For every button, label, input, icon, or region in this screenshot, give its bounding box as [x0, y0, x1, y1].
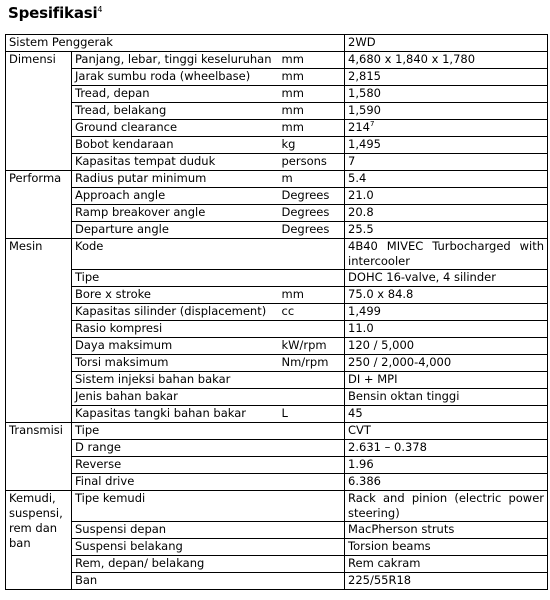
spec-label: Torsi maksimum — [72, 355, 279, 372]
spec-value: 2,815 — [345, 69, 548, 86]
spec-label: Suspensi belakang — [72, 539, 279, 556]
spec-value: 20.8 — [345, 205, 548, 222]
spec-unit: Degrees — [279, 188, 345, 205]
spec-unit: mm — [279, 69, 345, 86]
spec-row — [6, 239, 548, 270]
spec-unit — [279, 474, 345, 491]
spec-row — [6, 440, 548, 457]
spec-value-text: 214 — [348, 120, 370, 134]
spec-unit — [279, 440, 345, 457]
spec-unit — [279, 389, 345, 406]
spec-value: 4B40 MIVEC Turbocharged with intercooler — [345, 239, 548, 270]
spec-unit: mm — [279, 52, 345, 69]
spec-row — [6, 389, 548, 406]
spec-label: Ground clearance — [72, 120, 279, 137]
spec-value: 2.631 – 0.378 — [345, 440, 548, 457]
page-title — [8, 4, 102, 22]
spec-label: Rasio kompresi — [72, 321, 279, 338]
spec-label: Ban — [72, 573, 279, 590]
spec-table-body — [6, 35, 548, 590]
spec-label: Kapasitas silinder (displacement) — [72, 304, 279, 321]
header-row — [6, 35, 548, 52]
spec-value: 1,580 — [345, 86, 548, 103]
spec-row — [6, 287, 548, 304]
spec-value: 11.0 — [345, 321, 548, 338]
spec-label: Bore x stroke — [72, 287, 279, 304]
spec-value: 1,590 — [345, 103, 548, 120]
spec-value: 7 — [345, 154, 548, 171]
spec-value: Torsion beams — [345, 539, 548, 556]
spec-value: DI + MPI — [345, 372, 548, 389]
spec-row — [6, 474, 548, 491]
spec-unit: mm — [279, 103, 345, 120]
spec-value: Bensin oktan tinggi — [345, 389, 548, 406]
spec-unit: mm — [279, 86, 345, 103]
spec-row — [6, 457, 548, 474]
group-name: Dimensi — [6, 52, 72, 171]
spec-unit: kW/rpm — [279, 338, 345, 355]
title-text: Spesifikasi — [8, 4, 98, 22]
spec-label: Suspensi depan — [72, 522, 279, 539]
spec-unit: mm — [279, 120, 345, 137]
spec-label: Rem, depan/ belakang — [72, 556, 279, 573]
spec-unit — [279, 539, 345, 556]
drive-system-value: 2WD — [345, 35, 548, 52]
spec-row — [6, 372, 548, 389]
spec-row — [6, 304, 548, 321]
spec-row — [6, 406, 548, 423]
spec-label: Ramp breakover angle — [72, 205, 279, 222]
spec-row — [6, 573, 548, 590]
spec-value: DOHC 16-valve, 4 silinder — [345, 270, 548, 287]
spec-unit: mm — [279, 287, 345, 304]
spec-unit: Degrees — [279, 205, 345, 222]
spec-value: 1,499 — [345, 304, 548, 321]
spec-row — [6, 539, 548, 556]
spec-unit: L — [279, 406, 345, 423]
group-name: Transmisi — [6, 423, 72, 491]
spec-value: 4,680 x 1,840 x 1,780 — [345, 52, 548, 69]
spec-row — [6, 69, 548, 86]
spec-label: Departure angle — [72, 222, 279, 239]
spec-row — [6, 154, 548, 171]
title-footnote: 4 — [97, 5, 103, 14]
spec-label: Jarak sumbu roda (wheelbase) — [72, 69, 279, 86]
spec-value: 21.0 — [345, 188, 548, 205]
spec-value: 75.0 x 84.8 — [345, 287, 548, 304]
spec-label: Panjang, lebar, tinggi keseluruhan — [72, 52, 279, 69]
spec-row — [6, 188, 548, 205]
spec-label: Tipe — [72, 423, 279, 440]
spec-label: Daya maksimum — [72, 338, 279, 355]
spec-value: 120 / 5,000 — [345, 338, 548, 355]
spec-row — [6, 171, 548, 188]
spec-row — [6, 270, 548, 287]
spec-value: Rack and pinion (electric power steering) — [345, 491, 548, 522]
spec-unit — [279, 239, 345, 270]
spec-label: Kapasitas tangki bahan bakar — [72, 406, 279, 423]
spec-unit — [279, 457, 345, 474]
spec-row — [6, 355, 548, 372]
spec-value: CVT — [345, 423, 548, 440]
spec-value: 25.5 — [345, 222, 548, 239]
group-name: Kemudi, suspensi, rem dan ban — [6, 491, 72, 590]
spec-value: 45 — [345, 406, 548, 423]
group-name: Mesin — [6, 239, 72, 423]
spec-row — [6, 52, 548, 69]
spec-label: Tipe — [72, 270, 279, 287]
drive-system-label: Sistem Penggerak — [6, 35, 345, 52]
spec-unit: persons — [279, 154, 345, 171]
spec-unit — [279, 556, 345, 573]
spec-unit — [279, 573, 345, 590]
spec-table — [5, 34, 548, 590]
spec-unit: kg — [279, 137, 345, 154]
spec-row — [6, 491, 548, 522]
spec-unit — [279, 522, 345, 539]
spec-label: Sistem injeksi bahan bakar — [72, 372, 279, 389]
spec-row — [6, 338, 548, 355]
spec-label: Tipe kemudi — [72, 491, 279, 522]
spec-value — [345, 120, 548, 137]
spec-unit — [279, 270, 345, 287]
spec-value: 1.96 — [345, 457, 548, 474]
spec-label: Bobot kendaraan — [72, 137, 279, 154]
spec-row — [6, 423, 548, 440]
spec-value: 5.4 — [345, 171, 548, 188]
spec-unit: m — [279, 171, 345, 188]
spec-value: 250 / 2,000-4,000 — [345, 355, 548, 372]
spec-value: 225/55R18 — [345, 573, 548, 590]
spec-label: Tread, belakang — [72, 103, 279, 120]
spec-label: Kode — [72, 239, 279, 270]
spec-row — [6, 222, 548, 239]
spec-unit — [279, 423, 345, 440]
footnote-marker: 7 — [369, 120, 375, 129]
spec-value: MacPherson struts — [345, 522, 548, 539]
spec-row — [6, 522, 548, 539]
spec-row — [6, 103, 548, 120]
spec-row — [6, 556, 548, 573]
spec-label: D range — [72, 440, 279, 457]
spec-label: Approach angle — [72, 188, 279, 205]
spec-label: Radius putar minimum — [72, 171, 279, 188]
spec-label: Tread, depan — [72, 86, 279, 103]
spec-value: 6.386 — [345, 474, 548, 491]
spec-unit — [279, 372, 345, 389]
spec-row — [6, 86, 548, 103]
spec-row — [6, 137, 548, 154]
spec-row — [6, 120, 548, 137]
spec-row — [6, 321, 548, 338]
spec-value: 1,495 — [345, 137, 548, 154]
spec-unit: cc — [279, 304, 345, 321]
spec-label: Final drive — [72, 474, 279, 491]
spec-value: Rem cakram — [345, 556, 548, 573]
spec-unit — [279, 491, 345, 522]
spec-label: Reverse — [72, 457, 279, 474]
group-name: Performa — [6, 171, 72, 239]
spec-unit — [279, 321, 345, 338]
spec-label: Jenis bahan bakar — [72, 389, 279, 406]
spec-unit: Degrees — [279, 222, 345, 239]
spec-label: Kapasitas tempat duduk — [72, 154, 279, 171]
spec-row — [6, 205, 548, 222]
spec-unit: Nm/rpm — [279, 355, 345, 372]
